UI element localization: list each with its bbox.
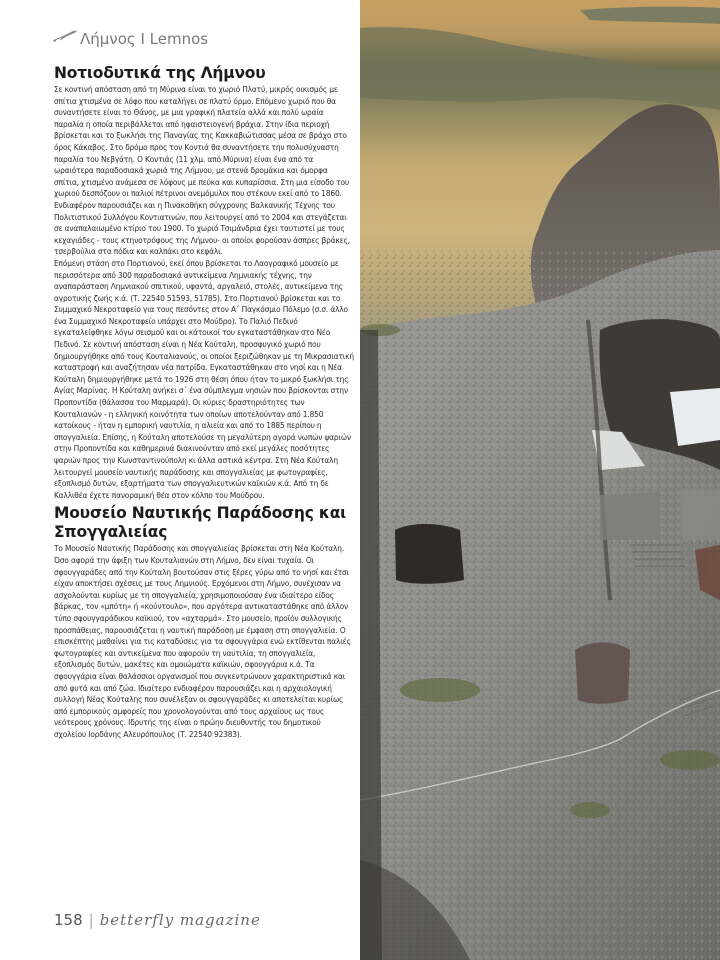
distant-hills: [360, 27, 720, 110]
magazine-name: betterfly magazine: [99, 911, 261, 929]
page-number: 158: [54, 911, 83, 929]
page-footer: [54, 911, 261, 929]
article-paragraph: Το Μουσείο Ναυτικής Παράδοσης και σπογγαλιείας βρίσκεται στη Νέα Κούταλη. Όσο αφορά την άφιξη των Κουταλιανών στη Λήμνο, δεν είναι τυχαία. Οι σφουγγαράδες από την Κούταλη βουτούσαν στις ξέρες γύρω από το νησί και έτσι είχαν αποκτήσει σχέσεις με τους Λημνιούς. Ερχόμενοι στη Λήμνο, συνέχισαν να ασχολούνται κυρίως με τη σπογγαλιεία, χρησιμοποιούσαν ένα ιδιαίτερο είδος βάρκας, τον «μπότη» ή «κούντουλο», που αργότερα αντικαταστάθηκε από άλλον τύπο σφουγγαράδικου καϊκιού, τον «αχταρμά». Στο μουσείο, προϊόν συλλογικής προσπάθειας, παρουσιάζεται η ναυτική παράδοση με έμφαση στη σπογγαλιεία. Ο επισκέπτης μαθαίνει για τις καταδύσεις για τα σφουγγάρια ενώ εκτίθενται παλιές φωτογραφίες και αντικείμενα που αφορούν τη ναυτιλία, τη σπογγαλιεία, εξοπλισμός δυτών, μακέτες και ομοιώματα καϊκιών, σφουγγάρια κ.ά. Τα σφουγγάρια είναι θαλάσσιοι οργανισμοί που συγκεντρώνουν χαρακτηριστικά και από φυτά και από ζώα. Ιδιαίτερο ενδιαφέρον παρουσιάζει και η αρχαιολογική συλλογή Νέας Κούταλης που συνέλεξαν οι σφουγγαράδες κι αποτελείται κυρίως από εμπορικούς αμφορείς που χρονολογούνται από τους αρχαίους ως τους νεότερους χρόνους. Ιδρυτής της είναι ο πρώην διευθυντής του δημοτικού σχολείου Ιορδάνης Αλευρόπουλος (Τ. 22540 92383).: [54, 543, 351, 739]
section-title: Λήμνος I Lemnos: [80, 30, 209, 48]
stone-wall: [600, 492, 660, 540]
article-heading-southwest: Νοτιοδυτικά της Λήμνου: [54, 64, 266, 82]
cliff-photo: [360, 0, 720, 960]
white-building: [670, 388, 720, 446]
lower-cave: [575, 643, 630, 704]
article-paragraph: Σε κοντινή απόσταση από τη Μύρινα είναι το χωριό Πλατύ, μικρός οικισμός με σπίτια χτισμένα σε λόφο που καταλήγει σε πλατύ όρμο. Επόμενο χωριό που θα συναντήσετε είναι το Θάνος, με μια γραφική πλατεία αλλά και πολύ ωραία παραλία η οποία περιβάλλεται από ηφαιστειογενή βράχια. Στην ίδια περιοχή βρίσκεται και το ξωκλήσι της Παναγίας της Κακκαβιώτισσας μέσα σε βράχο στο όρος Κάκαβος. Στο δρόμο προς τον Κοντιά θα συναντήσετε την πολυσύχναστη παραλία του Νεβγάτη. Ο Κοντιάς (11 χλμ. από Μύρινα) είναι ένα από τα ωραιότερα παραδοσιακά χωριά της Λήμνου, με στενά δρομάκια και όμορφα σπίτια, χτισμένο ανάμεσα σε λόφους με πεύκα και κυπαρίσσια. Στη μια είσοδο του χωριού δεσπόζουν οι παλιοί πέτρινοι ανεμόμυλοι που στέκουν εκεί από το 1860. Ενδιαφέρον παρουσιάζει και η Πινακοθήκη σύγχρονης Βαλκανικής Τέχνης του Πολιτιστικού Συλλόγου Κοντιατινών, που λειτουργεί από το 2004 και στεγάζεται σε αναπαλαιωμένο κτίριο του 1900. Το χωριό Τσιμάνδρια έχει ταυτιστεί με τους κεχαγιάδες - τους κτηνοτρόφους της Λήμνου- οι οποίοι φορούσαν άσπρες βράκες, τσερβούλια στα πόδια και καλπάκι στο κεφάλι.: [54, 84, 350, 257]
stone-wall-right: [680, 490, 720, 540]
airplane-icon: [52, 28, 78, 44]
article: [54, 64, 354, 740]
article-paragraph: Επόμενη στάση στο Πορτιανού, εκεί όπου βρίσκεται το Λαογραφικό μουσείο με περισσότερα από 300 παραδοσιακά αντικείμενα Λημνιακής τέχνης, την αναπαράσταση Λημνιακού σπιτικού, υφαντά, αργαλειό, στολές, αντικείμενα της αγροτικής ζωής κ.ά. (Τ. 22540 51593, 51785). Στο Πορτιανού βρίσκεται και το Συμμαχικό Νεκροταφείο για τους πεσόντες στον Α΄ Παγκόσμιο Πόλεμο (σ.σ. άλλο ένα Συμμαχικό Νεκροταφείο υπάρχει στο Μούδρο). Το Παλιό Πεδινό εγκαταλείφθηκε λόγω σεισμού και οι κάτοικοί του εγκαταστάθηκαν στο Νέο Πεδινό. Σε κοντινή απόσταση είναι η Νέα Κούταλη, προσφυγικό χωριό που δημιουργήθηκε από τους Κουταλιανούς, οι οποίοι ξεριζώθηκαν με τη Μικρασιατική καταστροφή και αναζήτησαν νέα πατρίδα. Εγκαταστάθηκαν στο νησί και η Νέα Κούταλη δημιουργήθηκε μετά το 1926 στη θέση όπου ήταν το μικρό ξωκλήσι της Αγίας Μαρίνας. Η Κούταλη ανήκει σ΄ ένα σύμπλεγμα νησιών που βρίσκονται στην Προποντίδα (θάλασσα του Μαρμαρά). Οι κύριες δραστηριότητες των Κουταλιανών - η ελληνική κοινότητα των οποίων αποτελούνταν από 1.850 κατοίκους - ήταν η εμπορική ναυτιλία, η αλιεία και από το 1885 περίπου η σπογγαλιεία. Επίσης, η Κούταλη αποτελούσε τη μεγαλύτερη αγορά νωπών ψαριών στην Προποντίδα και καθημερινά διακινούνταν από εκεί μεγάλες ποσότητες ψαριών προς την Κωνσταντινούπολη κι άλλα αστικά κέντρα. Στη Νέα Κούταλη λειτουργεί μουσείο ναυτικής παράδοσης και σπογγαλιείας με φωτογραφίες, εξοπλισμό δυτών, εξαρτήματα των σπογγαλιευτικών καϊκιών κ.ά. Από τη δε Καλλιθέα έχετε πανοραμική θέα στον κόλπο του Μούδρου.: [54, 257, 354, 500]
footer-separator: |: [88, 911, 94, 929]
small-cave: [395, 524, 464, 584]
cliff-photo-illustration: [360, 0, 720, 960]
section-header: [52, 26, 209, 48]
sea-band: [580, 7, 720, 24]
article-heading-museum: Μουσείο Ναυτικής Παράδοσης και Σπογγαλιείας: [54, 504, 347, 542]
